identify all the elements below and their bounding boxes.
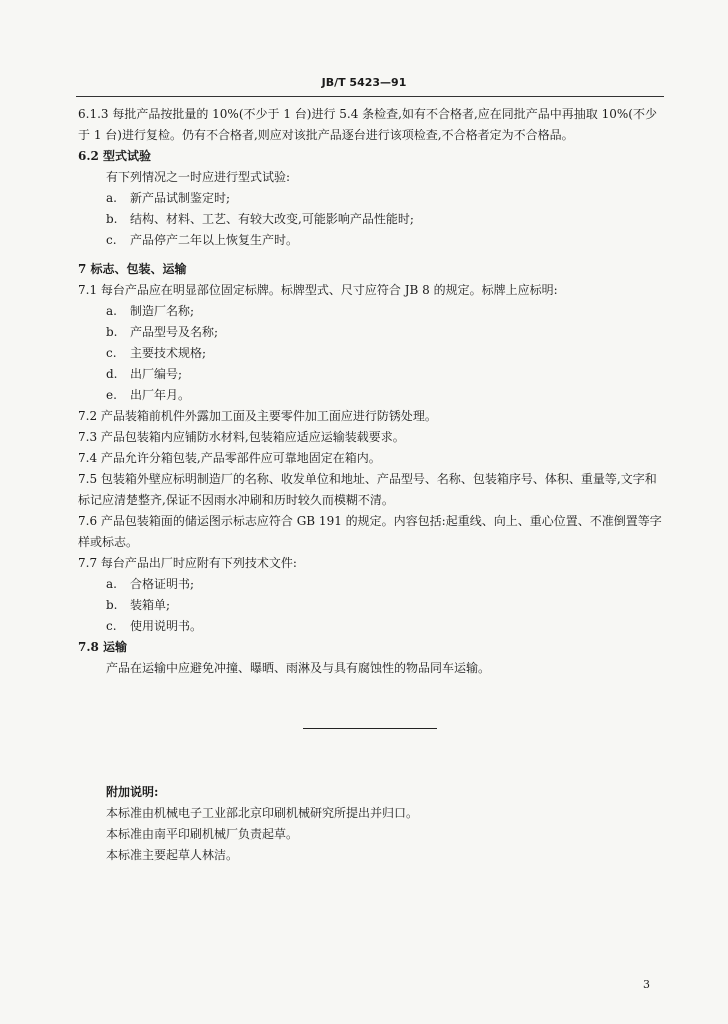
paragraph: 7.5 包装箱外壁应标明制造厂的名称、收发单位和地址、产品型号、名称、包装箱序号、体积、重量等,文字和标记应清楚整齐,保证不因雨水冲刷和历时较久而模糊不清。 [78, 472, 657, 507]
list-text: 产品停产二年以上恢复生产时。 [130, 233, 299, 247]
list-text: 新产品试制鉴定时; [130, 191, 231, 205]
list-marker: d. [106, 367, 118, 381]
paragraph: 7.7 每台产品出厂时应附有下列技术文件: [78, 556, 297, 570]
notes-line: 本标准由机械电子工业部北京印刷机械研究所提出并归口。 [106, 806, 419, 820]
list-marker: c. [106, 346, 117, 360]
list-marker: b. [106, 325, 118, 339]
list-text: 主要技术规格; [130, 346, 207, 360]
list-text: 产品型号及名称; [130, 325, 219, 339]
list-marker: b. [106, 212, 118, 226]
notes-line: 本标准由南平印刷机械厂负责起草。 [106, 827, 299, 841]
paragraph: 7.2 产品装箱前机件外露加工面及主要零件加工面应进行防锈处理。 [78, 409, 437, 423]
paragraph: 有下列情况之一时应进行型式试验: [106, 170, 291, 184]
list-marker: c. [106, 233, 117, 247]
list-text: 合格证明书; [130, 577, 195, 591]
list-text: 使用说明书。 [130, 619, 203, 633]
section-heading: 7 标志、包装、运输 [78, 262, 187, 276]
additional-notes [106, 782, 418, 866]
paragraph: 7.6 产品包装箱面的储运图示标志应符合 GB 191 的规定。内容包括:起重线、向上、重心位置、不准倒置等字样或标志。 [78, 514, 662, 549]
list-item [78, 616, 664, 637]
section-heading: 6.2 型式试验 [78, 149, 152, 163]
document-body [78, 104, 664, 679]
header-rule [76, 96, 664, 97]
paragraph: 7.3 产品包装箱内应铺防水材料,包装箱应适应运输装载要求。 [78, 430, 405, 444]
list-marker: b. [106, 598, 118, 612]
list-text: 制造厂名称; [130, 304, 195, 318]
list-item [78, 230, 664, 251]
list-item [78, 188, 664, 209]
list-marker: e. [106, 388, 117, 402]
paragraph: 6.1.3 每批产品按批量的 10%(不少于 1 台)进行 5.4 条检查,如有不合格者,应在同批产品中再抽取 10%(不少于 1 台)进行复检。仍有不合格者,则应对该批产品逐台进行该项检查,不合格者定为不合格品。 [78, 107, 657, 142]
list-item [78, 301, 664, 322]
page-number: 3 [643, 978, 650, 991]
list-marker: a. [106, 191, 117, 205]
end-separator-line [303, 728, 437, 729]
list-text: 出厂年月。 [130, 388, 191, 402]
standard-code-header: JB/T 5423—91 [321, 76, 407, 89]
list-item [78, 574, 664, 595]
section-heading: 7.8 运输 [78, 640, 128, 654]
notes-line: 本标准主要起草人林洁。 [106, 848, 239, 862]
paragraph: 产品在运输中应避免冲撞、曝晒、雨淋及与具有腐蚀性的物品同车运输。 [106, 661, 491, 675]
paragraph: 7.4 产品允许分箱包装,产品零部件应可靠地固定在箱内。 [78, 451, 381, 465]
list-item [78, 595, 664, 616]
list-item [78, 343, 664, 364]
list-item [78, 209, 664, 230]
list-marker: c. [106, 619, 117, 633]
list-marker: a. [106, 304, 117, 318]
paragraph: 7.1 每台产品应在明显部位固定标牌。标牌型式、尺寸应符合 JB 8 的规定。标牌上应标明: [78, 283, 558, 297]
list-item [78, 364, 664, 385]
notes-title: 附加说明: [106, 785, 159, 799]
list-text: 出厂编号; [130, 367, 183, 381]
list-text: 装箱单; [130, 598, 171, 612]
list-item [78, 385, 664, 406]
list-marker: a. [106, 577, 117, 591]
list-text: 结构、材料、工艺、有较大改变,可能影响产品性能时; [130, 212, 414, 226]
list-item [78, 322, 664, 343]
